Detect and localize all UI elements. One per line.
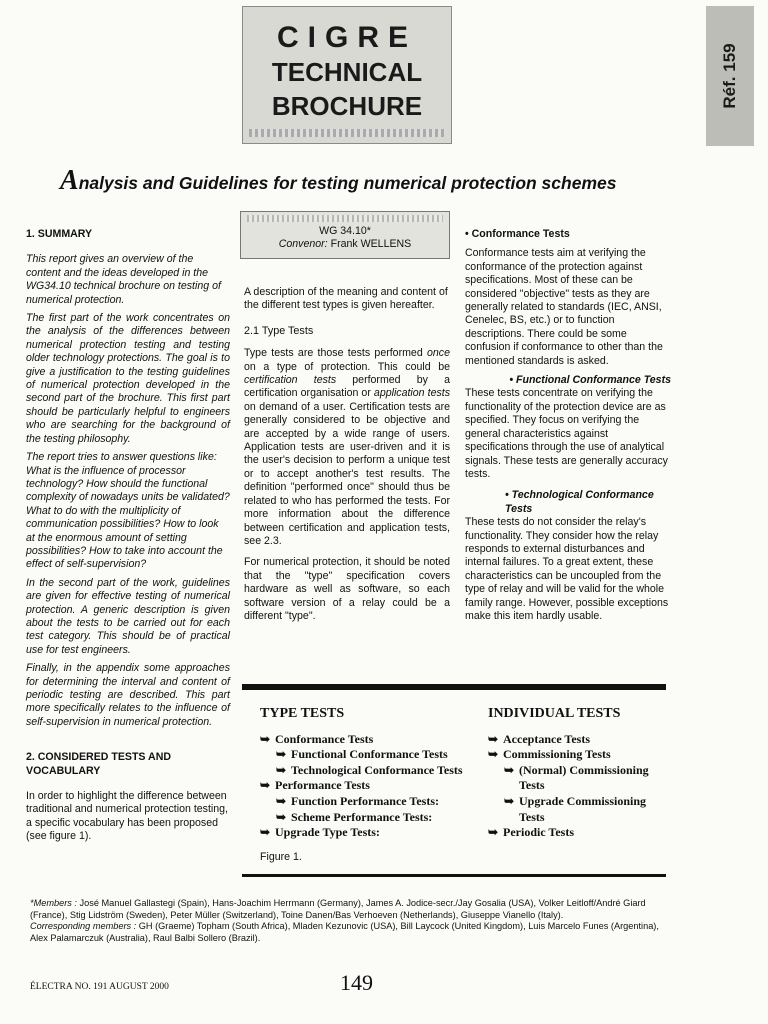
page-number: 149	[340, 970, 373, 995]
ind-item-commissioning	[488, 747, 668, 763]
summary-paragraph-3: The report tries to answer questions like: What is the influence of processor technology? How should the functional complexity of nowadays units be validated? What to do with the multiplicity of communication possibilities? How to look at the enormous amount of setting possibilities? How to take into account the effect of self-supervision?	[26, 451, 230, 571]
summary-paragraph-1: This report gives an overview of the content and the ideas developed in the WG34.10 technical brochure on testing of numerical protection.	[26, 253, 221, 306]
arrow-icon: ➥	[504, 793, 515, 808]
article-title	[60, 166, 680, 198]
individual-tests-list	[488, 706, 668, 841]
type-tests-text-g: on demand of a user. Certification tests are generally considered to be objective and are accepted by a wide range of users. Application tests are user-driven and it is the user's decision to perform a unique test or to accept another's test results. The definition "performed once" should thus be related to who has performed the tests. For more information about the difference between certification and application tests, see 2.3.	[244, 400, 450, 547]
summary-paragraph-2: The first part of the work concentrates on the analysis of the differences between numerical protection testing and testing older technology protections. The goal is to give a justification to the testing guidelines of numerical protection developed in the second part of the brochure. This first part should be particularly helpful to engineers who are searching for the background of the testing philosophy.	[26, 312, 230, 445]
type-item-label: Scheme Performance Tests:	[291, 809, 433, 824]
convenor-label: Convenor:	[278, 238, 328, 250]
logo-line-cigre: CIGRE	[276, 21, 417, 54]
ind-item-periodic	[488, 825, 668, 841]
figure-caption: Figure 1.	[260, 851, 302, 863]
type-tests-text-application: application tests	[373, 387, 451, 400]
type-item-function-performance	[260, 794, 480, 810]
conformance-paragraph: Conformance tests aim at verifying the conformance of the protection against specifications. Most of these can be considered "objective" tests as they are generally related to standards (IEC, ANSI, Cenelec, BS, etc.) or to function descriptions. There could be some confusion if conformance to other than the mentioned standards is asked.	[465, 247, 663, 367]
type-item-label: Upgrade Type Tests:	[275, 825, 380, 840]
type-tests-text-c: on a type of protection. This could be	[244, 360, 450, 373]
working-group-box	[240, 211, 450, 259]
ind-item-acceptance	[488, 732, 668, 748]
summary-paragraph-5: Finally, in the appendix some approaches for determining the interval and content of periodic testing are described. This part more specifically relates to the influence of self-supervision in numerical protection.	[26, 662, 230, 728]
numerical-protection-paragraph: For numerical protection, it should be noted that the "type" specification covers hardware as well as software, so each software version of a relay could be a different "type".	[244, 556, 450, 622]
arrow-icon: ➥	[260, 731, 271, 746]
section-2-paragraph: In order to highlight the difference between traditional and numerical protection testing, a specific vocabulary has been proposed (see figure 1).	[26, 790, 228, 843]
functional-conformance-heading: • Functional Conformance Tests	[509, 374, 671, 387]
arrow-icon: ➥	[488, 731, 499, 746]
left-column	[26, 228, 230, 849]
members-footnote	[30, 898, 670, 944]
corresponding-label: Corresponding members :	[30, 921, 137, 932]
wg-noise-top	[247, 215, 443, 222]
ind-item-normal-commissioning-cont: Tests	[519, 778, 545, 793]
arrow-icon: ➥	[276, 809, 287, 824]
type-tests-text-certification: certification tests	[244, 374, 337, 387]
arrow-icon: ➥	[260, 825, 271, 840]
corresponding-list: GH (Graeme) Topham (South Africa), Mladen Kezunovic (USA), Bill Laycock (United Kingdom), Luis Marcelo Funes (Argentina), Alex Palamarczuk (Australia), Raul Balbi Sollero (Brazil).	[30, 921, 659, 943]
wg-convenor	[241, 238, 449, 251]
ind-item-label: (Normal) Commissioning	[519, 762, 649, 777]
members-label: *Members :	[30, 898, 77, 908]
convenor-name: Frank WELLENS	[330, 238, 412, 250]
summary-paragraph-4: In the second part of the work, guidelines are given for effective testing of numerical protection. A generic description is given about the tests to be carried out for each test category. This should be of practical use for test engineers.	[26, 576, 230, 656]
figure-top-rule	[242, 684, 666, 690]
arrow-icon: ➥	[488, 747, 499, 762]
reference-tab	[706, 6, 754, 146]
members-line	[30, 898, 670, 921]
conformance-heading: • Conformance Tests	[465, 228, 570, 240]
arrow-icon: ➥	[488, 825, 499, 840]
type-tests-text-a: Type tests are those tests performed	[244, 347, 428, 360]
logo-line-technical: TECHNICAL	[271, 57, 423, 87]
arrow-icon: ➥	[276, 762, 287, 777]
middle-column	[244, 286, 450, 628]
figure-bottom-rule	[242, 874, 666, 877]
technological-conformance-paragraph: These tests do not consider the relay's functionality. They consider how the relay responds to external disturbances and internal failures. To a great extent, these characteristics can be uncoupled from the type of relay and will be valid for the whole family range. However, possible exceptions make this item hardly usable.	[465, 516, 669, 622]
section-2-heading: 2. CONSIDERED TESTS AND VOCABULARY	[26, 751, 171, 777]
type-item-label: Technological Conformance Tests	[291, 762, 463, 777]
type-item-label: Functional Conformance Tests	[291, 747, 448, 762]
logo-noise-strip	[249, 129, 445, 137]
type-tests-text-once: once	[427, 347, 450, 360]
ind-item-label: Upgrade Commissioning	[519, 793, 647, 808]
arrow-icon: ➥	[276, 747, 287, 762]
types-intro-paragraph: A description of the meaning and content of the different test types is given hereafter.	[244, 286, 448, 312]
reference-number: Réf. 159	[720, 43, 739, 109]
individual-tests-title: INDIVIDUAL TESTS	[488, 706, 621, 721]
ind-item-label: Periodic Tests	[503, 825, 574, 840]
ind-item-upgrade-commissioning	[488, 794, 668, 810]
type-item-upgrade-type	[260, 825, 480, 841]
type-tests-paragraph	[244, 347, 450, 548]
arrow-icon: ➥	[260, 778, 271, 793]
functional-conformance-paragraph: These tests concentrate on verifying the functionality of the protection device are as specified. They focus on verifying the general characteristics against specifications through the use of analytical signals. These tests are generally accuracy tests.	[465, 387, 668, 480]
arrow-icon: ➥	[276, 793, 287, 808]
wg-number: WG 34.10*	[319, 225, 371, 237]
type-tests-text-e: performed by a certification organisation or	[244, 374, 450, 400]
type-item-label: Conformance Tests	[275, 731, 374, 746]
ind-item-normal-commissioning	[488, 763, 668, 779]
corresponding-members-line	[30, 921, 670, 944]
type-tests-heading: 2.1 Type Tests	[244, 324, 314, 337]
ind-item-label: Acceptance Tests	[503, 731, 590, 746]
type-item-performance	[260, 778, 480, 794]
type-item-label: Performance Tests	[275, 778, 370, 793]
ind-item-label: Commissioning Tests	[503, 747, 611, 762]
type-tests-list	[260, 706, 480, 841]
type-item-conformance	[260, 732, 480, 748]
arrow-icon: ➥	[504, 762, 515, 777]
cigre-logo	[242, 6, 452, 144]
type-item-scheme-performance	[260, 810, 480, 826]
right-column	[465, 228, 671, 628]
technological-conformance-heading: • Technological Conformance Tests	[505, 489, 654, 515]
title-text: nalysis and Guidelines for testing numerical protection schemes	[78, 173, 617, 193]
type-item-technological-conformance	[260, 763, 480, 779]
logo-line-brochure: BROCHURE	[271, 91, 423, 121]
type-item-functional-conformance	[260, 747, 480, 763]
members-list: José Manuel Gallastegi (Spain), Hans-Joachim Herrmann (Germany), James A. Jodice-secr./Jay Gosalia (USA), Volker Leitloff/André Giard (France), Stig Lidström (Sweden), Peter Müller (Switzerland), Toine Danen/Bas Verhoeven (Netherlands), Giuseppe Vianello (Italy).	[30, 898, 646, 920]
ind-item-upgrade-commissioning-cont: Tests	[519, 809, 545, 824]
type-item-label: Function Performance Tests:	[291, 793, 439, 808]
summary-heading: 1. SUMMARY	[26, 228, 93, 240]
type-tests-title: TYPE TESTS	[260, 706, 345, 721]
journal-footer: ÉLECTRA NO. 191 AUGUST 2000	[30, 982, 169, 992]
title-dropcap: A	[60, 165, 79, 196]
